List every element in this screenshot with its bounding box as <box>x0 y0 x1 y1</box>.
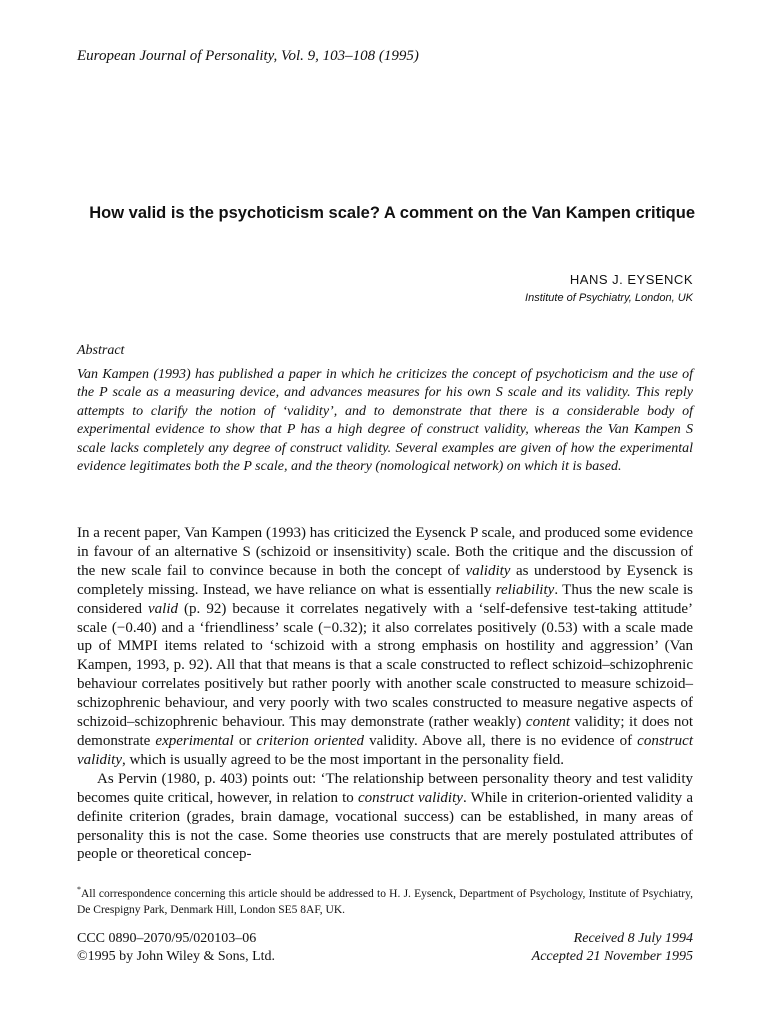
copyright-notice: ©1995 by John Wiley & Sons, Ltd. <box>77 949 276 964</box>
emphasis: validity <box>465 562 511 579</box>
body-paragraph: In a recent paper, Van Kampen (1993) has criticized the Eysenck P scale, and produced some evidence in favour of an alternative S (schizoid or insensitivity) scale. Both the critique and the discussion of the new scale fail to convince because in both the concept of validity as understood by Eysenck is completely missing. Instead, we have reliance on what is essentially reliability. Thus the new scale is considered valid (p. 92) because it correlates negatively with a ‘self-defensive test-taking attitude’ scale (−0.40) and a ‘friendliness’ scale (−0.32); it also correlates positively (0.53) with a scale made up of MMPI items related to ‘schizoid with a strong emphasis on hostility and aggression’ (Van Kampen, 1993, p. 92). All that that means is that a scale constructed to reflect schizoid–schizophrenic behaviour correlates positively but rather poorly with another scale constructed to measure schizoid–schizophrenic behaviour, and very poorly with two scales constructed to measure negative aspects of schizoid–schizophrenic behaviour. This may demonstrate (rather weakly) content validity; it does not demonstrate experimental or criterion oriented validity. Above all, there is no evidence of construct validity, which is usually agreed to be the most important in the personality field. <box>77 525 693 768</box>
publication-info <box>77 930 397 966</box>
emphasis: valid <box>148 600 179 617</box>
emphasis: construct validity <box>357 789 463 806</box>
accepted-date: Accepted 21 November 1995 <box>531 949 693 964</box>
journal-citation: European Journal of Personality, Vol. 9, 103–108 (1995) <box>77 48 419 64</box>
emphasis: experimental <box>155 732 234 749</box>
author-affiliation: Institute of Psychiatry, London, UK <box>525 292 693 304</box>
submission-dates <box>400 930 693 966</box>
correspondence-footnote: *All correspondence concerning this article should be addressed to H. J. Eysenck, Department of Psychology, Institute of Psychiatry, De Crespigny Park, Denmark Hill, London SE5 8AF, UK. <box>77 885 693 916</box>
footnote-marker: * <box>77 885 81 894</box>
abstract-heading: Abstract <box>77 343 125 358</box>
body-paragraph: As Pervin (1980, p. 403) points out: ‘The relationship between personality theory and test validity becomes quite critical, however, in relation to construct validity. While in criterion-oriented validity a definite criterion (grades, brain damage, vocational success) can be established, in many areas of personality this is not the case. Some theories use constructs that are merely postulated attributes of people or theoretical concep- <box>77 770 693 863</box>
emphasis: content <box>525 714 571 731</box>
ccc-code: CCC 0890–2070/95/020103–06 <box>77 931 257 946</box>
author-name: HANS J. EYSENCK <box>569 272 693 287</box>
abstract-text: Van Kampen (1993) has published a paper in which he criticizes the concept of psychoticism and the use of the P scale as a measuring device, and advances measures for his own S scale and its validity. This reply attempts to clarify the notion of ‘validity’, and to demonstrate that there is a considerable body of experimental evidence to show that P has a high degree of construct validity, whereas the Van Kampen S scale lacks completely any degree of construct validity. Several examples are given of how the experimental evidence legitimates both the P scale, and the theory (nomological network) on which it is based. <box>77 367 693 475</box>
article-body <box>77 524 693 864</box>
emphasis: construct validity <box>77 732 693 768</box>
emphasis: criterion oriented <box>256 732 364 749</box>
received-date: Received 8 July 1994 <box>573 931 693 946</box>
emphasis: reliability <box>495 581 555 598</box>
article-title: How valid is the psychoticism scale? A comment on the Van Kampen critique <box>89 204 695 222</box>
